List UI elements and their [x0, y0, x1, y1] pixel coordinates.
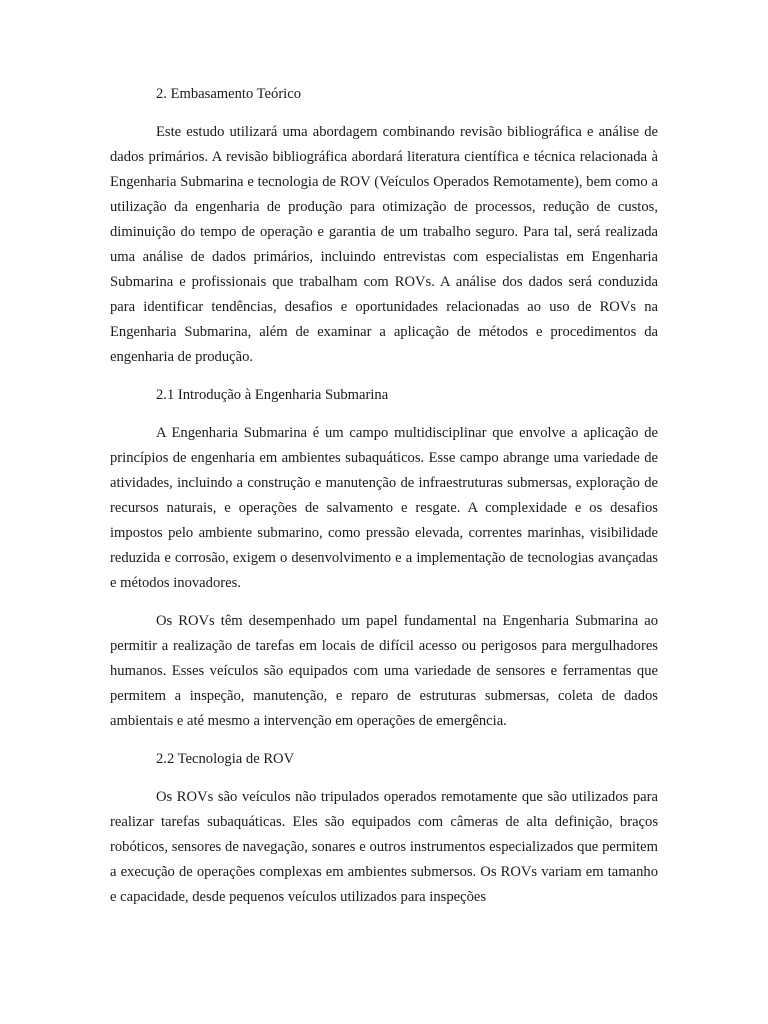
paragraph: Os ROVs têm desempenhado um papel fundamental na Engenharia Submarina ao permitir a realização de tarefas em locais de difícil acesso ou perigosos para mergulhadores humanos. Esses veículos são equipados com uma variedade de sensores e ferramentas que permitem a inspeção, manutenção, e reparo de estruturas submersas, coleta de dados ambientais e até mesmo a intervenção em operações de emergência.	[110, 613, 658, 729]
paragraph: Os ROVs são veículos não tripulados operados remotamente que são utilizados para realizar tarefas subaquáticas. Eles são equipados com câmeras de alta definição, braços robóticos, sensores de navegação, sonares e outros instrumentos especializados que permitem a execução de operações complexas em ambientes submersos. Os ROVs variam em tamanho e capacidade, desde pequenos veículos utilizados para inspeções	[110, 789, 658, 905]
document-page	[110, 82, 658, 923]
section-heading: 2. Embasamento Teórico	[156, 86, 302, 102]
paragraph: A Engenharia Submarina é um campo multidisciplinar que envolve a aplicação de princípios de engenharia em ambientes subaquáticos. Esse campo abrange uma variedade de atividades, incluindo a construção e manutenção de infraestruturas submersas, exploração de recursos naturais, e operações de salvamento e resgate. A complexidade e os desafios impostos pelo ambiente submarino, como pressão elevada, correntes marinhas, visibilidade reduzida e corrosão, exigem o desenvolvimento e a implementação de tecnologias avançadas e métodos inovadores.	[110, 425, 658, 591]
section-heading: 2.1 Introdução à Engenharia Submarina	[156, 387, 389, 403]
paragraph: Este estudo utilizará uma abordagem combinando revisão bibliográfica e análise de dados primários. A revisão bibliográfica abordará literatura científica e técnica relacionada à Engenharia Submarina e tecnologia de ROV (Veículos Operados Remotamente), bem como a utilização da engenharia de produção para otimização de processos, redução de custos, diminuição do tempo de operação e garantia de um trabalho seguro. Para tal, será realizada uma análise de dados primários, incluindo entrevistas com especialistas em Engenharia Submarina e profissionais que trabalham com ROVs. A análise dos dados será conduzida para identificar tendências, desafios e oportunidades relacionadas ao uso de ROVs na Engenharia Submarina, além de examinar a aplicação de métodos e procedimentos da engenharia de produção.	[110, 124, 658, 365]
section-heading: 2.2 Tecnologia de ROV	[156, 751, 295, 767]
